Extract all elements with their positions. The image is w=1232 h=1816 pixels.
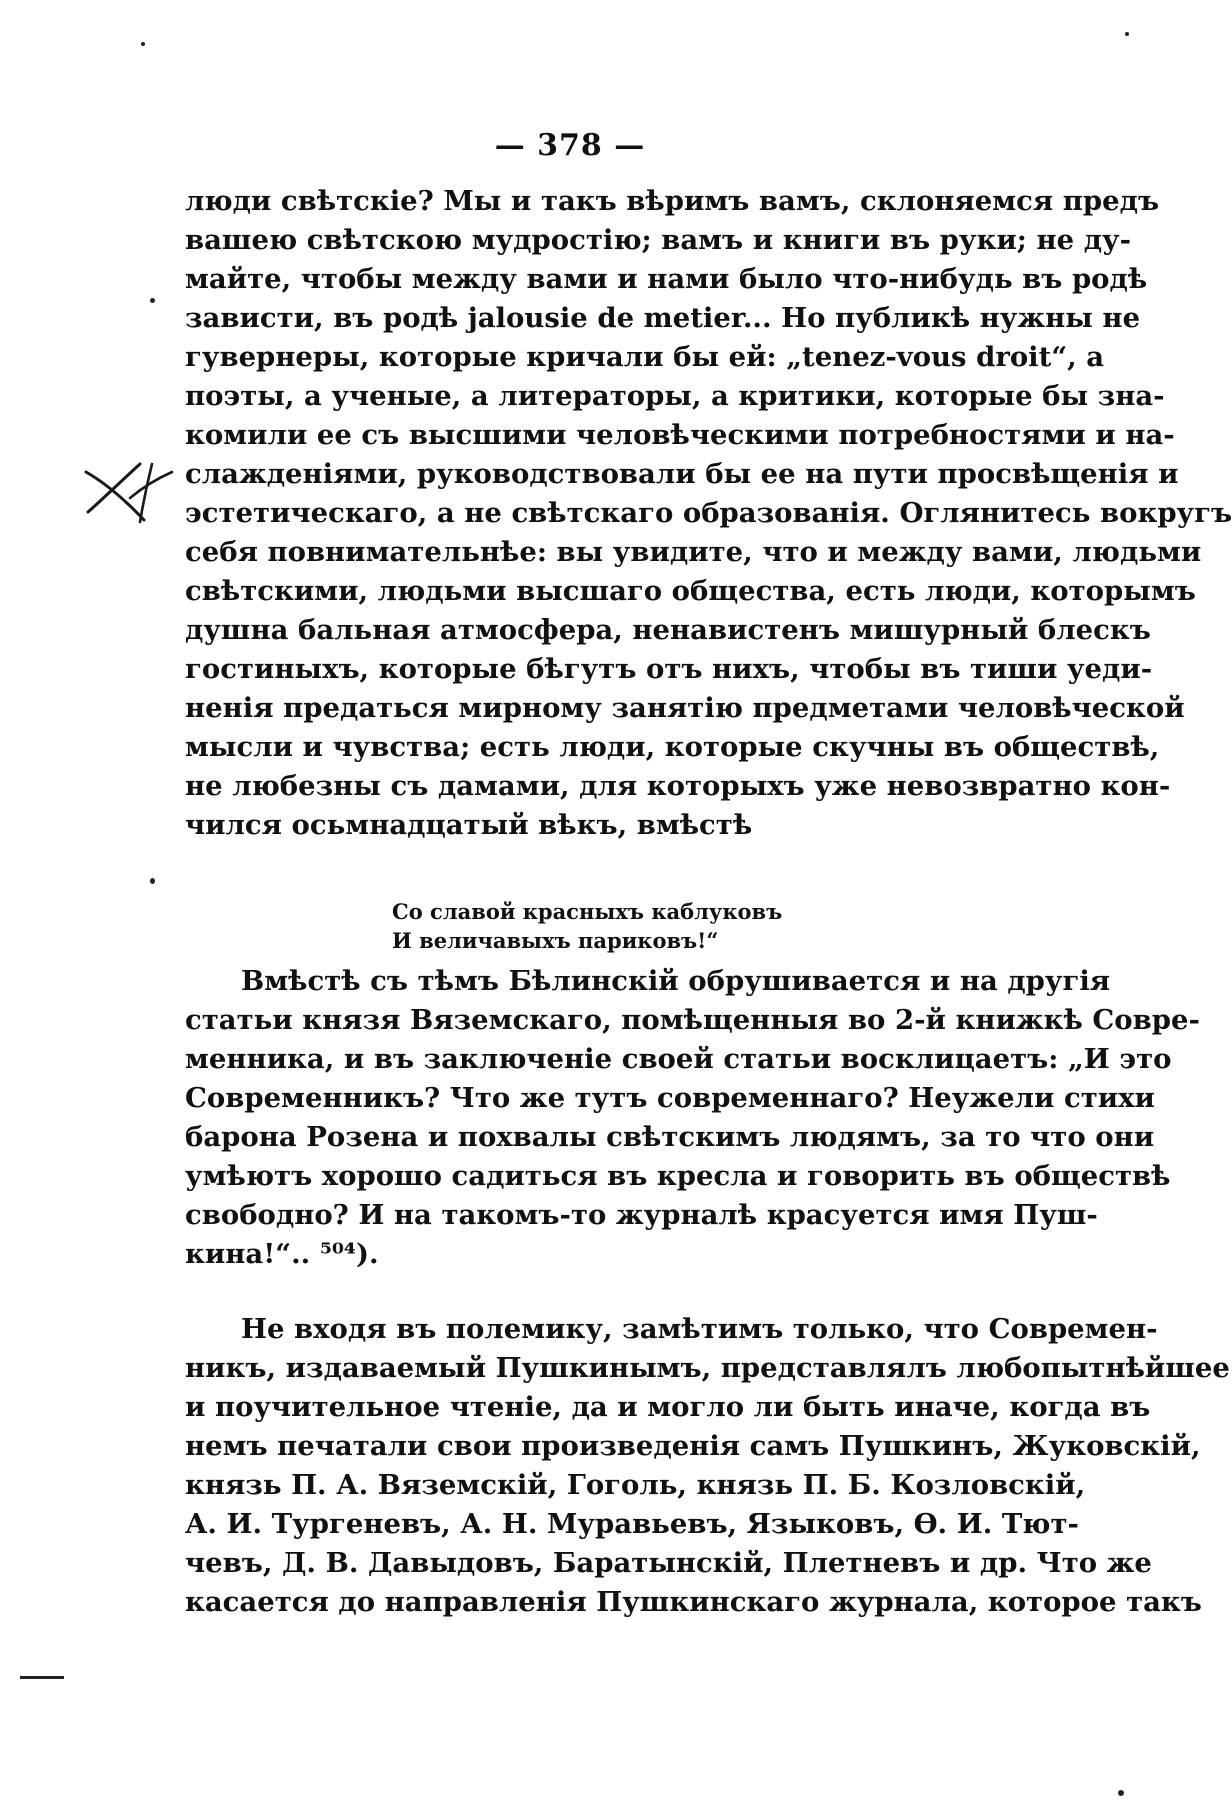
text-line: касается до направленія Пушкинскаго журнала, которое такъ <box>185 1586 1202 1618</box>
text-line: никъ, издаваемый Пушкинымъ, представлялъ любопытнѣйшее <box>185 1352 1230 1384</box>
text-line: комили ее съ высшими человѣческими потребностями и на- <box>185 419 1175 451</box>
verse-quote <box>392 897 782 955</box>
text-line: статьи князя Вяземскаго, помѣщенныя во 2-й книжкѣ Совре- <box>185 1004 1200 1036</box>
text-line: свободно? И на такомъ-то журналѣ красуется имя Пуш- <box>185 1199 1098 1231</box>
text-line: гостиныхъ, которые бѣгутъ отъ нихъ, чтобы въ тиши уеди- <box>185 653 1153 685</box>
text-line: зависти, въ родѣ jalousie de metier... Но публикѣ нужны не <box>185 302 1141 334</box>
text-line: ненія предаться мирному занятію предметами человѣческой <box>185 692 1185 724</box>
text-line: майте, чтобы между вами и нами было что-нибудь въ родѣ <box>185 263 1148 295</box>
paragraph-3 <box>185 1310 1230 1622</box>
scan-speck <box>150 298 155 303</box>
text-line: гувернеры, которые кричали бы ей: „tenez-vous droit“, а <box>185 341 1105 373</box>
verse-line: Со славой красныхъ каблуковъ <box>392 899 783 924</box>
text-line: умѣютъ хорошо садиться въ кресла и говорить въ обществѣ <box>185 1160 1171 1192</box>
scan-speck <box>1118 1790 1124 1796</box>
paragraph-2 <box>185 962 1200 1274</box>
scan-speck <box>141 42 145 46</box>
text-line: эстетическаго, а не свѣтскаго образованія. Оглянитесь вокругъ <box>185 497 1232 529</box>
text-line: мысли и чувства; есть люди, которые скучны въ обществѣ, <box>185 731 1160 763</box>
text-line: не любезны съ дамами, для которыхъ уже невозвратно кон- <box>185 770 1171 802</box>
text-line: чевъ, Д. В. Давыдовъ, Баратынскій, Плетневъ и др. Что же <box>185 1547 1152 1579</box>
text-line: свѣтскими, людьми высшаго общества, есть люди, которымъ <box>185 575 1196 607</box>
text-line: чился осьмнадцатый вѣкъ, вмѣстѣ <box>185 809 753 841</box>
text-line: вашею свѣтскою мудростію; вамъ и книги въ руки; не ду- <box>185 224 1132 256</box>
text-line: немъ печатали свои произведенія самъ Пушкинъ, Жуковскій, <box>185 1430 1201 1462</box>
scan-speck <box>150 878 155 884</box>
text-line: кина!“.. ⁵⁰⁴). <box>185 1238 379 1270</box>
text-line: Современникъ? Что же тутъ современнаго? Неужели стихи <box>185 1082 1155 1114</box>
paragraph-1 <box>185 182 1232 845</box>
text-line: А. И. Тургеневъ, А. Н. Муравьевъ, Языковъ, Ѳ. И. Тют- <box>185 1508 1079 1540</box>
handwritten-x-mark-icon <box>82 458 177 528</box>
text-line: барона Розена и похвалы свѣтскимъ людямъ, за то что они <box>185 1121 1155 1153</box>
text-line: себя повнимательнѣе: вы увидите, что и между вами, людьми <box>185 536 1202 568</box>
text-line: Вмѣстѣ съ тѣмъ Бѣлинскій обрушивается и на другія <box>241 965 1111 997</box>
page-number: — 378 — <box>494 128 646 163</box>
text-line: поэты, а ученые, а литераторы, а критики, которые бы зна- <box>185 380 1165 412</box>
text-line: люди свѣтскіе? Мы и такъ вѣримъ вамъ, склоняемся предъ <box>185 185 1160 217</box>
text-line: и поучительное чтеніе, да и могло ли быть иначе, когда въ <box>185 1391 1151 1423</box>
text-line: душна бальная атмосфера, ненавистенъ мишурный блескъ <box>185 614 1151 646</box>
text-line: князь П. А. Вяземскій, Гоголь, князь П. Б. Козловскій, <box>185 1469 1086 1501</box>
margin-dash-mark <box>20 1676 64 1679</box>
verse-line: И величавыхъ париковъ!“ <box>392 928 719 953</box>
text-line: слажденіями, руководствовали бы ее на пути просвѣщенія и <box>185 458 1179 490</box>
text-line: Не входя въ полемику, замѣтимъ только, что Современ- <box>241 1313 1158 1345</box>
text-line: менника, и въ заключеніе своей статьи восклицаетъ: „И это <box>185 1043 1172 1075</box>
scan-speck <box>1125 32 1129 36</box>
